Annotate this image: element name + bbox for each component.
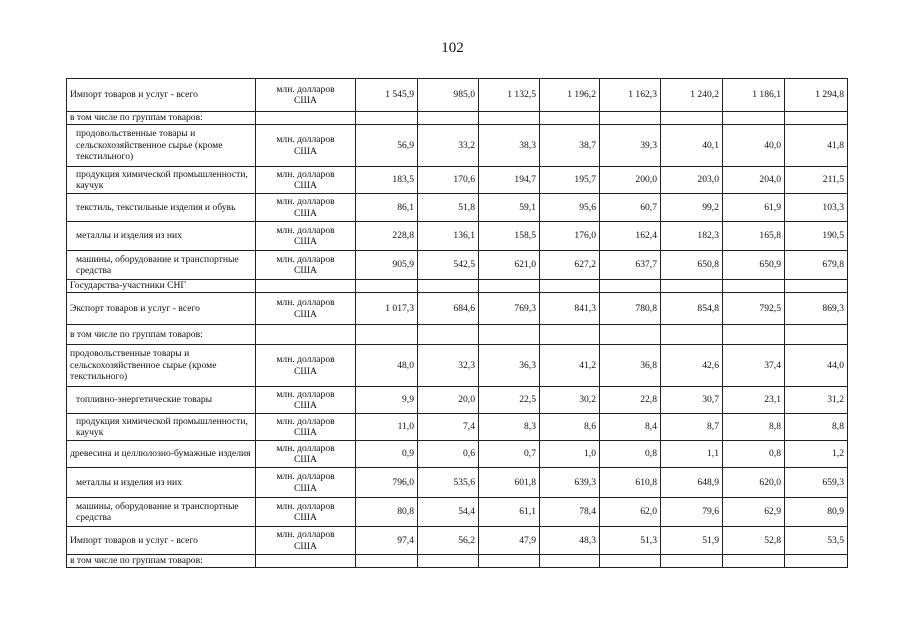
value-cell: 22,5 xyxy=(479,387,540,414)
value-cell: 200,0 xyxy=(600,167,661,194)
indicator-name: продовольственные товары и сельскохозяйственное сырье (кроме текстильного) xyxy=(67,345,256,387)
unit-line-2: США xyxy=(293,400,317,411)
unit-line-2: США xyxy=(293,454,317,465)
indicator-name: машины, оборудование и транспортные средства xyxy=(67,251,256,280)
value-cell: 8,3 xyxy=(479,414,540,441)
table-section-header xyxy=(67,112,848,125)
unit-cell-empty xyxy=(256,555,356,568)
value-cell-empty xyxy=(600,325,661,345)
value-cell-empty xyxy=(418,112,479,125)
indicator-name: в том числе по группам товаров: xyxy=(67,555,256,568)
value-cell: 62,0 xyxy=(600,498,661,527)
value-cell: 8,7 xyxy=(661,414,723,441)
value-cell: 869,3 xyxy=(785,293,848,325)
value-cell: 11,0 xyxy=(356,414,418,441)
value-cell: 56,2 xyxy=(418,527,479,555)
value-cell: 228,8 xyxy=(356,222,418,251)
value-cell-empty xyxy=(600,555,661,568)
indicator-name: Экспорт товаров и услуг - всего xyxy=(67,293,256,325)
unit-line-1: млн. долларов xyxy=(276,253,335,265)
table-row xyxy=(67,222,848,251)
value-cell: 86,1 xyxy=(356,194,418,222)
value-cell-empty xyxy=(356,555,418,568)
value-cell: 7,4 xyxy=(418,414,479,441)
value-cell: 95,6 xyxy=(540,194,600,222)
value-cell: 51,8 xyxy=(418,194,479,222)
value-cell-empty xyxy=(540,555,600,568)
value-cell: 30,2 xyxy=(540,387,600,414)
value-cell: 37,4 xyxy=(723,345,785,387)
value-cell: 80,8 xyxy=(356,498,418,527)
value-cell: 659,3 xyxy=(785,468,848,498)
unit-line-2: США xyxy=(293,540,317,552)
value-cell: 1 294,8 xyxy=(785,79,848,112)
value-cell: 8,6 xyxy=(540,414,600,441)
unit-cell xyxy=(256,293,356,325)
unit-line-1: млн. долларов xyxy=(276,415,335,427)
value-cell: 204,0 xyxy=(723,167,785,194)
value-cell-empty xyxy=(723,112,785,125)
value-cell: 620,0 xyxy=(723,468,785,498)
unit-line-2: США xyxy=(293,207,317,219)
value-cell: 637,7 xyxy=(600,251,661,280)
indicator-name: текстиль, текстильные изделия и обувь xyxy=(67,194,256,222)
value-cell: 103,3 xyxy=(785,194,848,222)
value-cell: 780,8 xyxy=(600,293,661,325)
unit-line-1: млн. долларов xyxy=(276,471,335,482)
value-cell-empty xyxy=(661,325,723,345)
table-row xyxy=(67,293,848,325)
value-cell: 30,7 xyxy=(661,387,723,414)
value-cell-empty xyxy=(661,280,723,293)
unit-line-1: млн. долларов xyxy=(276,442,335,454)
indicator-name: древесина и целлюлозно-бумажные изделия xyxy=(67,441,256,468)
value-cell: 52,8 xyxy=(723,527,785,555)
value-cell-empty xyxy=(785,325,848,345)
unit-line-1: млн. долларов xyxy=(276,297,335,308)
value-cell: 51,3 xyxy=(600,527,661,555)
table-row xyxy=(67,167,848,194)
unit-line-1: млн. долларов xyxy=(276,224,335,236)
value-cell-empty xyxy=(785,280,848,293)
value-cell-empty xyxy=(540,280,600,293)
value-cell: 176,0 xyxy=(540,222,600,251)
value-cell: 601,8 xyxy=(479,468,540,498)
table-section-header xyxy=(67,325,848,345)
value-cell-empty xyxy=(600,280,661,293)
value-cell-empty xyxy=(661,112,723,125)
table-row xyxy=(67,387,848,414)
value-cell-empty xyxy=(356,280,418,293)
unit-line-1: млн. долларов xyxy=(276,354,335,365)
table-row xyxy=(67,125,848,167)
value-cell: 40,0 xyxy=(723,125,785,167)
value-cell: 97,4 xyxy=(356,527,418,555)
value-cell: 8,8 xyxy=(723,414,785,441)
statistics-table xyxy=(66,78,848,568)
indicator-name: машины, оборудование и транспортные средства xyxy=(67,498,256,527)
value-cell: 48,3 xyxy=(540,527,600,555)
value-cell-empty xyxy=(785,112,848,125)
table-row xyxy=(67,194,848,222)
table-row xyxy=(67,527,848,555)
value-cell-empty xyxy=(479,325,540,345)
value-cell: 8,4 xyxy=(600,414,661,441)
value-cell: 792,5 xyxy=(723,293,785,325)
unit-cell xyxy=(256,387,356,414)
unit-cell xyxy=(256,414,356,441)
value-cell-empty xyxy=(540,325,600,345)
unit-line-2: США xyxy=(293,265,317,276)
value-cell: 22,8 xyxy=(600,387,661,414)
unit-line-2: США xyxy=(293,95,317,106)
value-cell: 39,3 xyxy=(600,125,661,167)
table-section-header xyxy=(67,555,848,568)
value-cell-empty xyxy=(723,325,785,345)
value-cell: 841,3 xyxy=(540,293,600,325)
value-cell: 796,0 xyxy=(356,468,418,498)
unit-line-2: США xyxy=(293,180,317,191)
value-cell: 679,8 xyxy=(785,251,848,280)
value-cell: 985,0 xyxy=(418,79,479,112)
value-cell: 56,9 xyxy=(356,125,418,167)
value-cell: 38,3 xyxy=(479,125,540,167)
indicator-name: Импорт товаров и услуг - всего xyxy=(67,527,256,555)
value-cell: 194,7 xyxy=(479,167,540,194)
value-cell: 203,0 xyxy=(661,167,723,194)
value-cell: 42,6 xyxy=(661,345,723,387)
value-cell: 905,9 xyxy=(356,251,418,280)
table-row xyxy=(67,251,848,280)
value-cell: 535,6 xyxy=(418,468,479,498)
indicator-name: Импорт товаров и услуг - всего xyxy=(67,79,256,112)
value-cell: 32,3 xyxy=(418,345,479,387)
value-cell: 41,2 xyxy=(540,345,600,387)
value-cell: 190,5 xyxy=(785,222,848,251)
unit-line-1: млн. долларов xyxy=(276,388,335,400)
table-row xyxy=(67,498,848,527)
value-cell-empty xyxy=(661,555,723,568)
value-cell: 1 196,2 xyxy=(540,79,600,112)
value-cell-empty xyxy=(600,112,661,125)
value-cell-empty xyxy=(540,112,600,125)
value-cell: 627,2 xyxy=(540,251,600,280)
value-cell: 8,8 xyxy=(785,414,848,441)
value-cell: 20,0 xyxy=(418,387,479,414)
value-cell: 51,9 xyxy=(661,527,723,555)
unit-cell xyxy=(256,468,356,498)
unit-cell-empty xyxy=(256,280,356,293)
unit-line-1: млн. долларов xyxy=(276,168,335,180)
value-cell-empty xyxy=(479,555,540,568)
unit-cell xyxy=(256,527,356,555)
value-cell: 0,9 xyxy=(356,441,418,468)
value-cell: 170,6 xyxy=(418,167,479,194)
unit-line-1: млн. долларов xyxy=(276,196,335,207)
value-cell: 0,7 xyxy=(479,441,540,468)
value-cell: 54,4 xyxy=(418,498,479,527)
value-cell: 854,8 xyxy=(661,293,723,325)
value-cell: 99,2 xyxy=(661,194,723,222)
value-cell: 158,5 xyxy=(479,222,540,251)
unit-cell xyxy=(256,222,356,251)
table-body xyxy=(67,79,848,568)
value-cell: 684,6 xyxy=(418,293,479,325)
value-cell: 38,7 xyxy=(540,125,600,167)
unit-line-2: США xyxy=(293,365,317,377)
value-cell: 0,8 xyxy=(723,441,785,468)
page-number: 102 xyxy=(441,40,464,56)
value-cell: 1 162,3 xyxy=(600,79,661,112)
unit-cell xyxy=(256,251,356,280)
indicator-name: металлы и изделия из них xyxy=(67,468,256,498)
table-row xyxy=(67,441,848,468)
value-cell: 1,0 xyxy=(540,441,600,468)
value-cell-empty xyxy=(479,280,540,293)
value-cell: 162,4 xyxy=(600,222,661,251)
unit-line-2: США xyxy=(293,145,317,157)
value-cell: 44,0 xyxy=(785,345,848,387)
value-cell-empty xyxy=(418,555,479,568)
value-cell: 79,6 xyxy=(661,498,723,527)
indicator-name: продовольственные товары и сельскохозяйственное сырье (кроме текстильного) xyxy=(67,125,256,167)
value-cell: 542,5 xyxy=(418,251,479,280)
value-cell: 195,7 xyxy=(540,167,600,194)
unit-line-2: США xyxy=(293,427,317,438)
unit-line-2: США xyxy=(293,236,317,247)
value-cell: 165,8 xyxy=(723,222,785,251)
value-cell: 61,1 xyxy=(479,498,540,527)
unit-cell-empty xyxy=(256,325,356,345)
table-row xyxy=(67,468,848,498)
value-cell-empty xyxy=(785,555,848,568)
value-cell: 136,1 xyxy=(418,222,479,251)
unit-line-2: США xyxy=(293,308,317,320)
table-row xyxy=(67,345,848,387)
unit-line-2: США xyxy=(293,482,317,494)
value-cell: 80,9 xyxy=(785,498,848,527)
value-cell: 650,8 xyxy=(661,251,723,280)
value-cell: 1 132,5 xyxy=(479,79,540,112)
value-cell-empty xyxy=(418,280,479,293)
table-section-header xyxy=(67,280,848,293)
unit-cell xyxy=(256,441,356,468)
value-cell: 40,1 xyxy=(661,125,723,167)
value-cell: 53,5 xyxy=(785,527,848,555)
value-cell: 1 240,2 xyxy=(661,79,723,112)
value-cell: 33,2 xyxy=(418,125,479,167)
value-cell: 47,9 xyxy=(479,527,540,555)
value-cell-empty xyxy=(356,112,418,125)
unit-line-1: млн. долларов xyxy=(276,529,335,540)
value-cell: 1,1 xyxy=(661,441,723,468)
indicator-name: металлы и изделия из них xyxy=(67,222,256,251)
value-cell: 639,3 xyxy=(540,468,600,498)
value-cell: 1 545,9 xyxy=(356,79,418,112)
indicator-name: Государства-участники СНГ xyxy=(67,280,256,293)
value-cell: 36,8 xyxy=(600,345,661,387)
value-cell: 61,9 xyxy=(723,194,785,222)
unit-line-1: млн. долларов xyxy=(276,134,335,145)
unit-line-1: млн. долларов xyxy=(276,500,335,512)
unit-cell xyxy=(256,79,356,112)
unit-cell xyxy=(256,345,356,387)
value-cell: 1 017,3 xyxy=(356,293,418,325)
value-cell: 48,0 xyxy=(356,345,418,387)
unit-cell xyxy=(256,167,356,194)
indicator-name: в том числе по группам товаров: xyxy=(67,325,256,345)
value-cell-empty xyxy=(356,325,418,345)
value-cell: 9,9 xyxy=(356,387,418,414)
value-cell: 36,3 xyxy=(479,345,540,387)
indicator-name: топливно-энергетические товары xyxy=(67,387,256,414)
value-cell: 59,1 xyxy=(479,194,540,222)
table-row xyxy=(67,414,848,441)
unit-line-2: США xyxy=(293,512,317,523)
indicator-name: продукция химической промышленности, каучук xyxy=(67,414,256,441)
value-cell: 0,8 xyxy=(600,441,661,468)
value-cell: 621,0 xyxy=(479,251,540,280)
value-cell: 31,2 xyxy=(785,387,848,414)
indicator-name: продукция химической промышленности, каучук xyxy=(67,167,256,194)
unit-line-1: млн. долларов xyxy=(276,83,335,95)
value-cell: 41,8 xyxy=(785,125,848,167)
value-cell: 23,1 xyxy=(723,387,785,414)
unit-cell xyxy=(256,194,356,222)
unit-cell-empty xyxy=(256,112,356,125)
value-cell: 650,9 xyxy=(723,251,785,280)
unit-cell xyxy=(256,498,356,527)
value-cell-empty xyxy=(479,112,540,125)
value-cell: 78,4 xyxy=(540,498,600,527)
value-cell: 1,2 xyxy=(785,441,848,468)
unit-cell xyxy=(256,125,356,167)
value-cell: 182,3 xyxy=(661,222,723,251)
indicator-name: в том числе по группам товаров: xyxy=(67,112,256,125)
value-cell: 1 186,1 xyxy=(723,79,785,112)
value-cell: 211,5 xyxy=(785,167,848,194)
value-cell: 0,6 xyxy=(418,441,479,468)
value-cell-empty xyxy=(723,280,785,293)
value-cell-empty xyxy=(418,325,479,345)
table-row xyxy=(67,79,848,112)
value-cell: 60,7 xyxy=(600,194,661,222)
value-cell: 62,9 xyxy=(723,498,785,527)
value-cell-empty xyxy=(723,555,785,568)
value-cell: 610,8 xyxy=(600,468,661,498)
value-cell: 183,5 xyxy=(356,167,418,194)
value-cell: 769,3 xyxy=(479,293,540,325)
value-cell: 648,9 xyxy=(661,468,723,498)
